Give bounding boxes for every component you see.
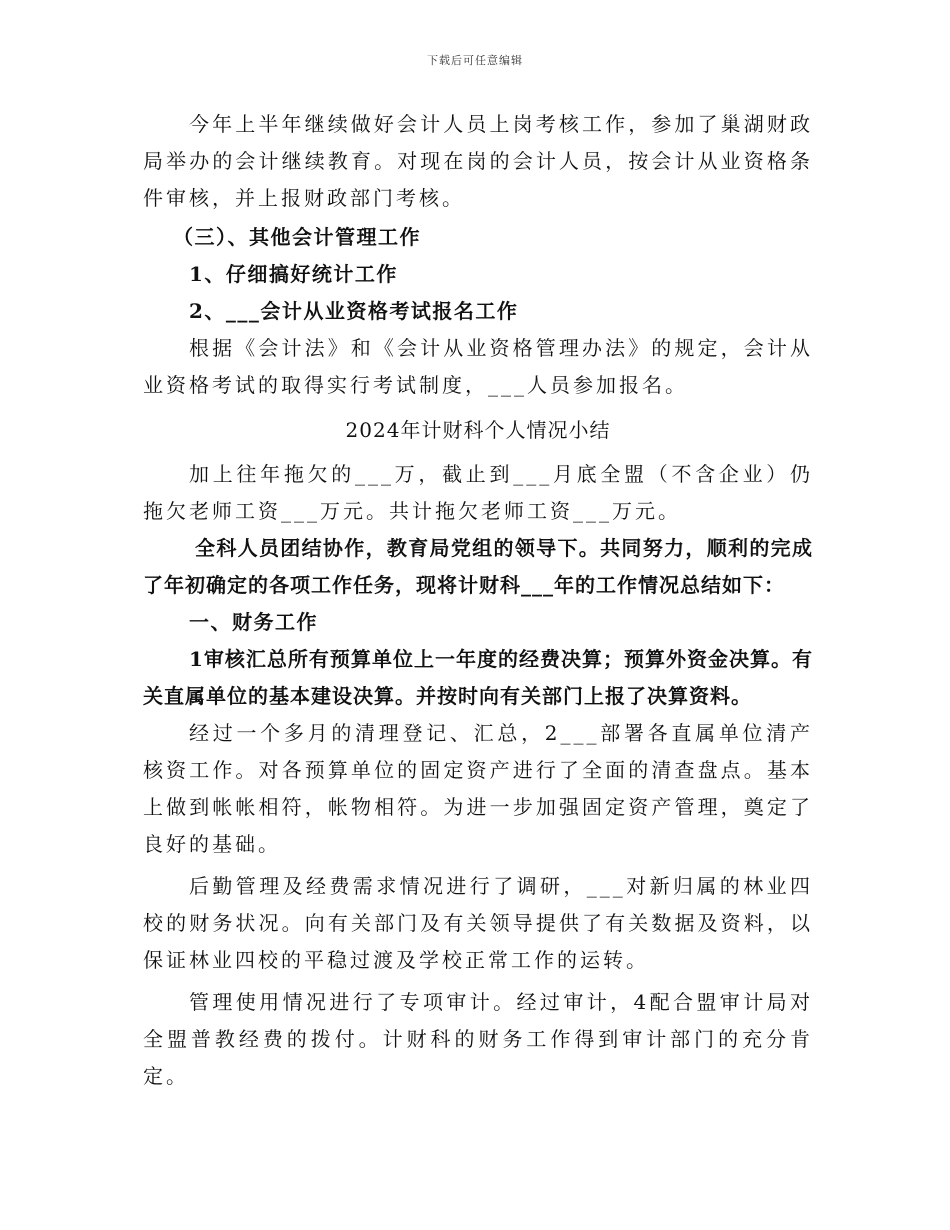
subsection-heading: 1、仔细搞好统计工作 xyxy=(189,262,398,286)
paragraph: 经过一个多月的清理登记、汇总，2___部署各直属单位清产核资工作。对各预算单位的固定资产进行了全面的清查盘点。基本上做到帐帐相符，帐物相符。为进一步加强固定资产管理，奠定了良好的基础。 xyxy=(143,721,813,856)
subsection-heading: 2、___会计从业资格考试报名工作 xyxy=(189,299,519,323)
paragraph: 根据《会计法》和《会计从业资格管理办法》的规定，会计从业资格考试的取得实行考试制度，___人员参加报名。 xyxy=(143,336,813,397)
paragraph: 后勤管理及经费需求情况进行了调研，___对新归属的林业四校的财务状况。向有关部门及有关领导提供了有关数据及资料，以保证林业四校的平稳过渡及学校正常工作的运转。 xyxy=(143,874,813,972)
document-body xyxy=(143,106,813,1095)
paragraph: 加上往年拖欠的___万，截止到___月底全盟（不含企业）仍拖欠老师工资___万元。共计拖欠老师工资___万元。 xyxy=(143,462,813,523)
section-heading: 一、财务工作 xyxy=(189,610,318,634)
section-heading: （三）、其他会计管理工作 xyxy=(173,225,421,249)
paragraph-bold: 1审核汇总所有预算单位上一年度的经费决算；预算外资金决算。有关直属单位的基本建设决算。并按时向有关部门上报了决算资料。 xyxy=(143,647,813,708)
paragraph: 管理使用情况进行了专项审计。经过审计，4配合盟审计局对全盟普教经费的拨付。计财科的财务工作得到审计部门的充分肯定。 xyxy=(143,990,813,1088)
document-title: 2024年计财科个人情况小结 xyxy=(345,418,611,442)
paragraph-bold: 全科人员团结协作，教育局党组的领导下。共同努力，顺利的完成了年初确定的各项工作任务，现将计财科___年的工作情况总结如下： xyxy=(143,536,813,597)
page-header: 下载后可任意编辑 xyxy=(427,54,523,67)
paragraph: 今年上半年继续做好会计人员上岗考核工作，参加了巢湖财政局举办的会计继续教育。对现在岗的会计人员，按会计从业资格条件审核，并上报财政部门考核。 xyxy=(143,112,813,210)
